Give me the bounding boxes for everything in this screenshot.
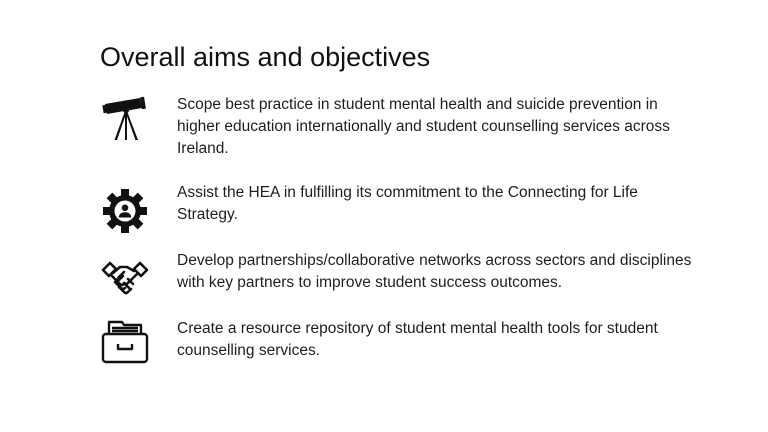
- slide-title: Overall aims and objectives: [100, 42, 431, 72]
- objective-text: Scope best practice in student mental health and suicide prevention in higher education internationally and student counselling services across Ireland.: [177, 96, 670, 157]
- objective-text: Assist the HEA in fulfilling its commitment to the Connecting for Life Strategy.: [177, 184, 638, 223]
- file-archive-icon: [100, 318, 150, 368]
- objective-text: Create a resource repository of student mental health tools for student counselling services.: [177, 320, 658, 359]
- gear-person-icon: [100, 186, 150, 236]
- handshake-icon: [100, 252, 150, 302]
- objective-text: Develop partnerships/collaborative networks across sectors and disciplines with key partners to improve student success outcomes.: [177, 252, 692, 291]
- telescope-icon: [100, 94, 150, 144]
